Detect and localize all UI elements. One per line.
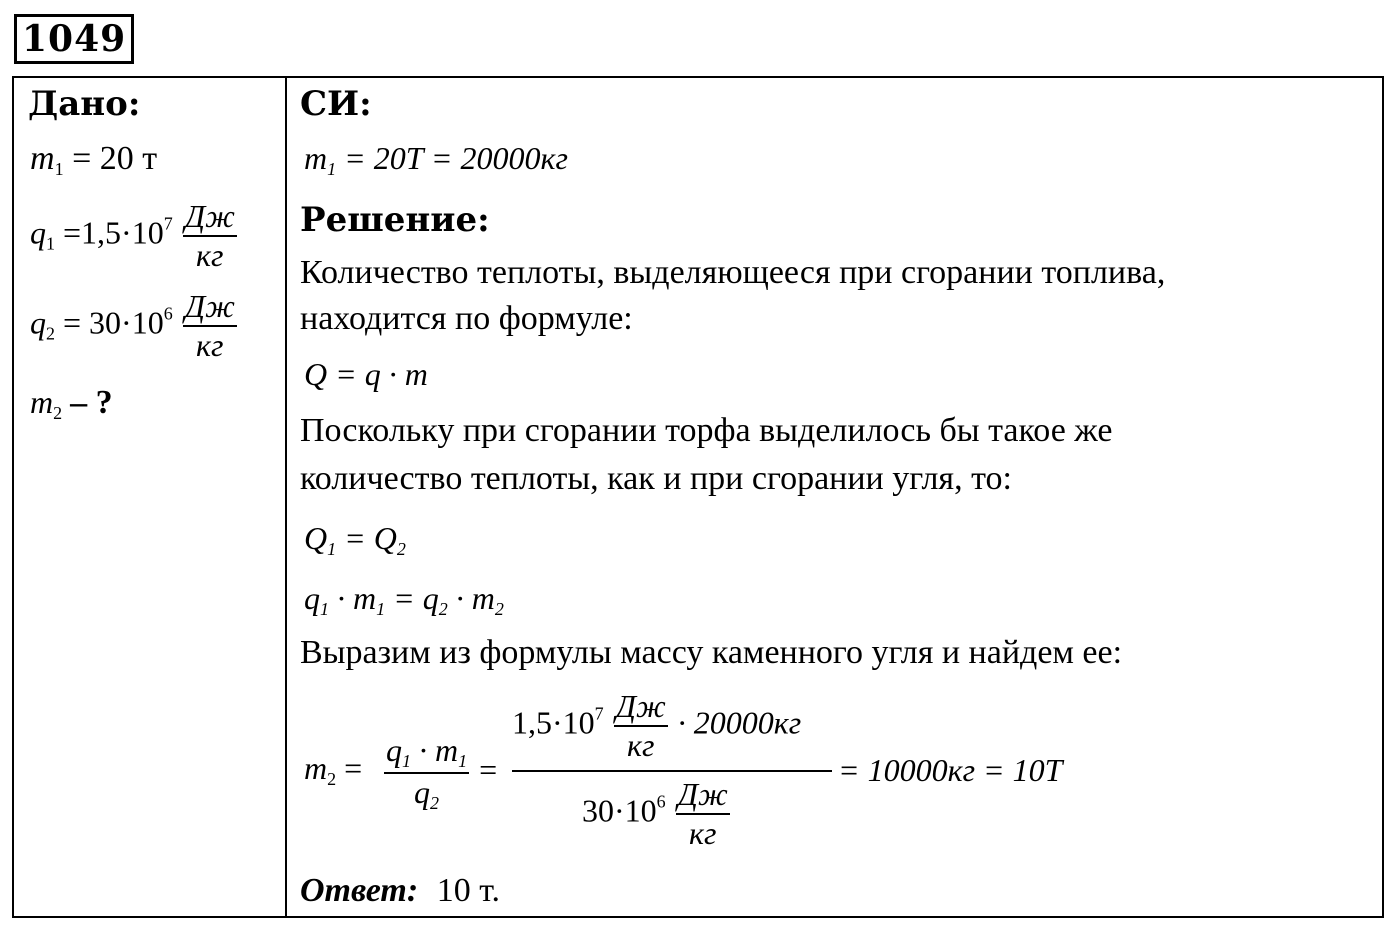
para2-line2: количество теплоты, как и при сгорании угля, то: — [300, 460, 1012, 497]
big-fraction-bar — [512, 770, 832, 772]
si-header: СИ: — [300, 84, 372, 124]
solution-header: Решение: — [300, 200, 490, 240]
final-result: = 10000кг = 10T — [838, 752, 1063, 788]
column-divider — [285, 76, 287, 918]
given-q2: $q_2 = 30\cdot 10^6$ $\frac{Дж}{кг}$ — [30, 288, 235, 363]
unit-fraction: $\frac{Дж}{кг}$ — [184, 288, 235, 363]
para1-line2: находится по формуле: — [300, 300, 633, 337]
formula-q-qm: Q = q · m — [304, 356, 428, 392]
problem-number: 1049 — [14, 14, 134, 64]
equation-q1-q2: $Q_1 = Q_2$ — [304, 520, 406, 559]
given-find: $m_2$ – ? — [30, 384, 113, 423]
big-fraction-denominator: $30\cdot 10^6$ $\frac{Дж}{кг}$ — [582, 776, 728, 851]
big-fraction-numerator: $1,5\cdot 10^7$ $\frac{Дж}{кг}$ · 20000кг — [512, 688, 802, 763]
para2-line1: Поскольку при сгорании торфа выделилось бы такое же — [300, 412, 1113, 449]
si-m1: $m_1 = 20T = 20000кг$ — [304, 140, 568, 179]
given-q1: $q_1 =1,5\cdot 10^7$ $\frac{Дж}{кг}$ — [30, 198, 235, 273]
equation-qm: $q_1 \cdot m_1 = q_2 \cdot m_2$ — [304, 580, 504, 619]
unit-fraction: $\frac{Дж}{кг}$ — [184, 198, 235, 273]
answer: Ответ: 10 т. — [300, 872, 500, 909]
given-header: Дано: — [28, 84, 141, 124]
small-fraction: $\frac{q_1 \cdot m_1}{q_2}$ = — [386, 732, 498, 813]
final-m2: $m_2$ = — [304, 750, 363, 789]
given-m1: $m_1 = 20$ т — [30, 140, 158, 179]
para1-line1: Количество теплоты, выделяющееся при сгорании топлива, — [300, 254, 1166, 291]
para3: Выразим из формулы массу каменного угля и найдем ее: — [300, 634, 1123, 671]
